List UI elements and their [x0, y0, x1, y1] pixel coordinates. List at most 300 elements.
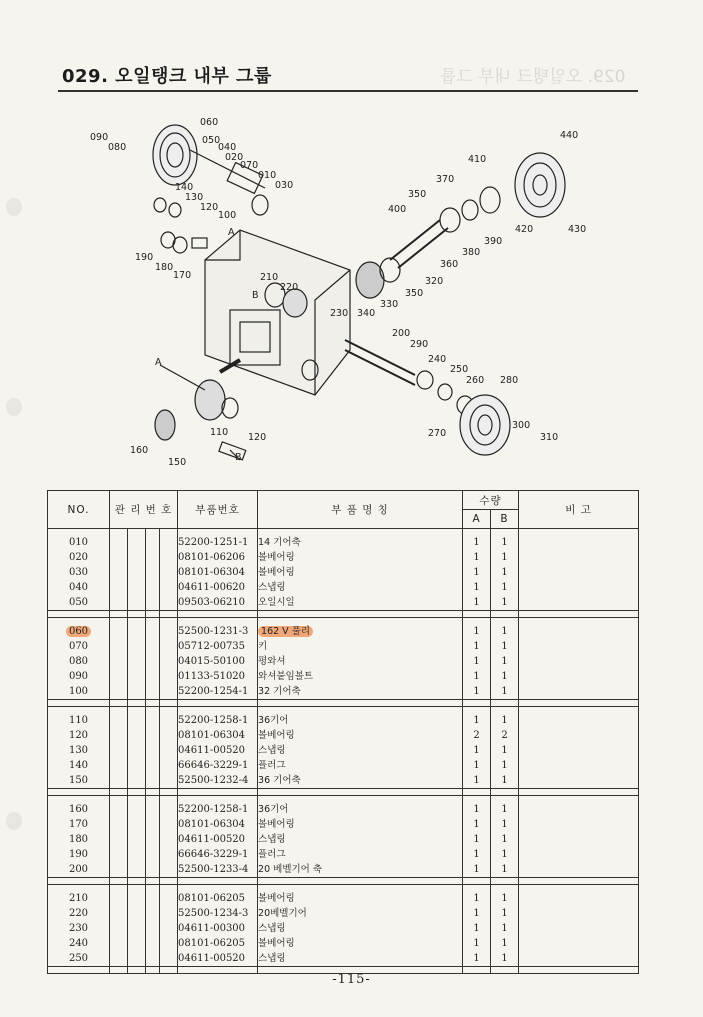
mgmt-cell: [160, 550, 178, 565]
mgmt-cell: [128, 713, 146, 728]
svg-text:080: 080: [108, 142, 127, 153]
part-name: 키: [258, 639, 463, 654]
qty-a: 1: [463, 684, 491, 700]
remarks-cell: [519, 891, 639, 906]
mgmt-cell: [110, 535, 128, 550]
mgmt-cell: [160, 802, 178, 817]
row-no: 190: [48, 847, 110, 862]
mgmt-cell: [110, 624, 128, 639]
mgmt-cell: [110, 565, 128, 580]
part-name: 14 기어축: [258, 535, 463, 550]
qty-b: 1: [491, 802, 519, 817]
part-number: 08101-06205: [178, 936, 258, 951]
part-number: 09503-06210: [178, 595, 258, 611]
mgmt-cell: [146, 951, 160, 967]
qty-b: 1: [491, 817, 519, 832]
row-no: 220: [48, 906, 110, 921]
part-number: 52200-1258-1: [178, 802, 258, 817]
svg-text:030: 030: [275, 180, 294, 191]
part-name: 볼베어링: [258, 936, 463, 951]
part-name: 20베벨기어: [258, 906, 463, 921]
mgmt-cell: [110, 906, 128, 921]
part-name: 볼베어링: [258, 565, 463, 580]
mgmt-cell: [110, 580, 128, 595]
mgmt-cell: [110, 743, 128, 758]
qty-b: 1: [491, 832, 519, 847]
svg-text:100: 100: [218, 210, 237, 221]
qty-a: 1: [463, 906, 491, 921]
row-no: 200: [48, 862, 110, 878]
mgmt-cell: [110, 728, 128, 743]
mgmt-cell: [110, 758, 128, 773]
header-remarks: 비 고: [519, 491, 639, 529]
table-row: [48, 550, 639, 565]
svg-text:360: 360: [440, 259, 459, 270]
svg-text:350: 350: [408, 189, 427, 200]
row-no: 130: [48, 743, 110, 758]
mgmt-cell: [160, 936, 178, 951]
part-number: 04611-00520: [178, 951, 258, 967]
qty-a: 1: [463, 713, 491, 728]
mgmt-cell: [160, 580, 178, 595]
svg-text:260: 260: [466, 375, 485, 386]
mgmt-cell: [110, 847, 128, 862]
remarks-cell: [519, 595, 639, 611]
part-name: [258, 624, 463, 639]
svg-text:090: 090: [90, 132, 109, 143]
qty-a: 1: [463, 832, 491, 847]
row-no: 050: [48, 595, 110, 611]
mgmt-cell: [128, 639, 146, 654]
mgmt-cell: [146, 595, 160, 611]
mgmt-cell: [146, 847, 160, 862]
qty-b: 1: [491, 891, 519, 906]
mgmt-cell: [160, 639, 178, 654]
part-name: 36기어: [258, 802, 463, 817]
mgmt-cell: [128, 802, 146, 817]
part-name: 36 기어축: [258, 773, 463, 789]
qty-b: 1: [491, 847, 519, 862]
svg-text:440: 440: [560, 130, 579, 141]
part-name: 볼베어링: [258, 891, 463, 906]
qty-a: 1: [463, 847, 491, 862]
part-name: 볼베어링: [258, 817, 463, 832]
qty-a: 1: [463, 936, 491, 951]
svg-text:410: 410: [468, 154, 487, 165]
header-part-name: 부 품 명 칭: [258, 491, 463, 529]
group-spacer: [48, 789, 639, 796]
mgmt-cell: [160, 669, 178, 684]
remarks-cell: [519, 847, 639, 862]
qty-b: 1: [491, 951, 519, 967]
qty-a: 1: [463, 758, 491, 773]
qty-b: 1: [491, 713, 519, 728]
row-no: 210: [48, 891, 110, 906]
mgmt-cell: [146, 550, 160, 565]
svg-text:050: 050: [202, 135, 221, 146]
svg-text:150: 150: [168, 457, 187, 468]
mgmt-cell: [128, 550, 146, 565]
group-spacer: [48, 700, 639, 707]
remarks-cell: [519, 669, 639, 684]
mgmt-cell: [128, 817, 146, 832]
svg-text:310: 310: [540, 432, 559, 443]
mgmt-cell: [160, 773, 178, 789]
bleed-through-title: 029. 오일탱크 내부 그룹: [440, 67, 626, 87]
mgmt-cell: [110, 684, 128, 700]
mgmt-cell: [146, 654, 160, 669]
mgmt-cell: [110, 832, 128, 847]
parts-table-wrapper: [47, 490, 638, 964]
part-number: 08101-06206: [178, 550, 258, 565]
row-no: 160: [48, 802, 110, 817]
qty-a: 1: [463, 862, 491, 878]
mgmt-cell: [128, 936, 146, 951]
part-name: 와셔붙임볼트: [258, 669, 463, 684]
svg-text:220: 220: [280, 282, 299, 293]
mgmt-cell: [128, 862, 146, 878]
svg-text:270: 270: [428, 428, 447, 439]
table-row: [48, 891, 639, 906]
part-number: 52500-1231-3: [178, 624, 258, 639]
row-no: [48, 624, 110, 639]
qty-a: 1: [463, 535, 491, 550]
svg-text:250: 250: [450, 364, 469, 375]
qty-b: 1: [491, 921, 519, 936]
mgmt-cell: [128, 832, 146, 847]
qty-b: 1: [491, 624, 519, 639]
mgmt-cell: [146, 639, 160, 654]
remarks-cell: [519, 580, 639, 595]
svg-text:130: 130: [185, 192, 204, 203]
table-row: [48, 743, 639, 758]
row-no: 110: [48, 713, 110, 728]
part-name: 스냅링: [258, 921, 463, 936]
mgmt-cell: [128, 669, 146, 684]
part-number: 04015-50100: [178, 654, 258, 669]
svg-text:020: 020: [225, 152, 244, 163]
row-no: 180: [48, 832, 110, 847]
remarks-cell: [519, 832, 639, 847]
part-number: 52500-1233-4: [178, 862, 258, 878]
table-row: [48, 624, 639, 639]
table-row: [48, 921, 639, 936]
qty-b: 1: [491, 862, 519, 878]
mgmt-cell: [128, 535, 146, 550]
qty-b: 1: [491, 654, 519, 669]
group-spacer: [48, 611, 639, 618]
qty-b: 1: [491, 758, 519, 773]
mgmt-cell: [160, 906, 178, 921]
remarks-cell: [519, 817, 639, 832]
table-row: [48, 847, 639, 862]
qty-b: 1: [491, 580, 519, 595]
part-number: 52500-1232-4: [178, 773, 258, 789]
qty-b: 1: [491, 669, 519, 684]
part-number: 08101-06304: [178, 728, 258, 743]
mgmt-cell: [160, 891, 178, 906]
mgmt-cell: [110, 713, 128, 728]
part-name: 스냅링: [258, 951, 463, 967]
mgmt-cell: [160, 684, 178, 700]
mgmt-cell: [160, 832, 178, 847]
mgmt-cell: [160, 565, 178, 580]
svg-text:190: 190: [135, 252, 154, 263]
table-row: [48, 906, 639, 921]
remarks-cell: [519, 802, 639, 817]
mgmt-cell: [128, 565, 146, 580]
table-row: [48, 936, 639, 951]
mgmt-cell: [128, 891, 146, 906]
mgmt-cell: [128, 580, 146, 595]
svg-text:A: A: [228, 227, 235, 238]
mgmt-cell: [128, 743, 146, 758]
qty-a: 1: [463, 624, 491, 639]
part-name: 32 기어축: [258, 684, 463, 700]
mgmt-cell: [146, 713, 160, 728]
qty-a: 1: [463, 817, 491, 832]
qty-b: 1: [491, 743, 519, 758]
qty-a: 1: [463, 743, 491, 758]
header-no: NO.: [48, 491, 110, 529]
part-number: 08101-06304: [178, 817, 258, 832]
part-number: 52200-1258-1: [178, 713, 258, 728]
part-number: 04611-00520: [178, 743, 258, 758]
header-part-no: 부품번호: [178, 491, 258, 529]
remarks-cell: [519, 565, 639, 580]
mgmt-cell: [146, 921, 160, 936]
parts-table-body: [48, 529, 639, 974]
mgmt-cell: [128, 847, 146, 862]
svg-text:200: 200: [392, 328, 411, 339]
svg-text:210: 210: [260, 272, 279, 283]
part-name: 평와셔: [258, 654, 463, 669]
qty-a: 1: [463, 565, 491, 580]
row-no: 070: [48, 639, 110, 654]
header-qty-a: A: [463, 510, 491, 529]
mgmt-cell: [110, 639, 128, 654]
svg-text:180: 180: [155, 262, 174, 273]
mgmt-cell: [110, 817, 128, 832]
svg-text:280: 280: [500, 375, 519, 386]
part-name: 스냅링: [258, 580, 463, 595]
mgmt-cell: [160, 743, 178, 758]
table-row: [48, 669, 639, 684]
remarks-cell: [519, 654, 639, 669]
qty-b: 1: [491, 684, 519, 700]
qty-b: 1: [491, 535, 519, 550]
svg-text:330: 330: [380, 299, 399, 310]
table-row: [48, 654, 639, 669]
table-row: [48, 951, 639, 967]
row-no: 090: [48, 669, 110, 684]
table-row: [48, 817, 639, 832]
title-rule: [58, 90, 638, 92]
qty-b: 1: [491, 936, 519, 951]
table-row: [48, 862, 639, 878]
qty-b: 1: [491, 773, 519, 789]
qty-a: 1: [463, 669, 491, 684]
remarks-cell: [519, 758, 639, 773]
part-name: 플러그: [258, 847, 463, 862]
remarks-cell: [519, 535, 639, 550]
mgmt-cell: [128, 921, 146, 936]
table-row: [48, 802, 639, 817]
part-number: 08101-06205: [178, 891, 258, 906]
svg-text:140: 140: [175, 182, 194, 193]
table-row: [48, 758, 639, 773]
row-no: 010: [48, 535, 110, 550]
part-number: 52200-1254-1: [178, 684, 258, 700]
mgmt-cell: [128, 773, 146, 789]
header-mgmt-no: 관 리 번 호: [110, 491, 178, 529]
svg-text:060: 060: [200, 117, 219, 128]
row-no: 020: [48, 550, 110, 565]
part-name: 볼베어링: [258, 728, 463, 743]
mgmt-cell: [110, 862, 128, 878]
mgmt-cell: [110, 936, 128, 951]
highlight-mark: 060: [66, 626, 91, 637]
mgmt-cell: [160, 758, 178, 773]
group-spacer: [48, 878, 639, 885]
qty-a: 2: [463, 728, 491, 743]
svg-text:320: 320: [425, 276, 444, 287]
mgmt-cell: [128, 624, 146, 639]
svg-text:A: A: [155, 357, 162, 368]
mgmt-cell: [160, 624, 178, 639]
svg-text:B: B: [235, 452, 242, 463]
mgmt-cell: [128, 728, 146, 743]
mgmt-cell: [128, 758, 146, 773]
mgmt-cell: [160, 862, 178, 878]
svg-text:B: B: [252, 290, 259, 301]
qty-b: 2: [491, 728, 519, 743]
part-number: 08101-06304: [178, 565, 258, 580]
mgmt-cell: [146, 758, 160, 773]
svg-text:420: 420: [515, 224, 534, 235]
part-number: 66646-3229-1: [178, 847, 258, 862]
table-row: [48, 595, 639, 611]
mgmt-cell: [146, 906, 160, 921]
mgmt-cell: [110, 921, 128, 936]
remarks-cell: [519, 936, 639, 951]
row-no: 170: [48, 817, 110, 832]
row-no: 150: [48, 773, 110, 789]
qty-a: 1: [463, 951, 491, 967]
page-number: -115-: [332, 972, 371, 987]
header-qty-b: B: [491, 510, 519, 529]
qty-a: 1: [463, 639, 491, 654]
mgmt-cell: [110, 669, 128, 684]
part-name: 플러그: [258, 758, 463, 773]
mgmt-cell: [128, 684, 146, 700]
table-row: [48, 773, 639, 789]
highlight-mark: 162 V 풀리: [258, 626, 313, 637]
mgmt-cell: [146, 817, 160, 832]
part-number: 04611-00300: [178, 921, 258, 936]
mgmt-cell: [146, 802, 160, 817]
svg-text:390: 390: [484, 236, 503, 247]
mgmt-cell: [160, 535, 178, 550]
remarks-cell: [519, 921, 639, 936]
remarks-cell: [519, 684, 639, 700]
part-number: 01133-51020: [178, 669, 258, 684]
qty-b: 1: [491, 639, 519, 654]
exploded-parts-diagram: [80, 110, 620, 480]
qty-b: 1: [491, 906, 519, 921]
mgmt-cell: [128, 906, 146, 921]
part-number: 04611-00620: [178, 580, 258, 595]
mgmt-cell: [146, 773, 160, 789]
mgmt-cell: [160, 921, 178, 936]
row-no: 080: [48, 654, 110, 669]
svg-text:120: 120: [200, 202, 219, 213]
mgmt-cell: [128, 951, 146, 967]
mgmt-cell: [146, 891, 160, 906]
part-name: 오일시일: [258, 595, 463, 611]
qty-b: 1: [491, 565, 519, 580]
qty-a: 1: [463, 580, 491, 595]
mgmt-cell: [146, 669, 160, 684]
remarks-cell: [519, 862, 639, 878]
svg-text:430: 430: [568, 224, 587, 235]
remarks-cell: [519, 639, 639, 654]
svg-text:160: 160: [130, 445, 149, 456]
mgmt-cell: [160, 595, 178, 611]
qty-a: 1: [463, 802, 491, 817]
svg-text:230: 230: [330, 308, 349, 319]
remarks-cell: [519, 728, 639, 743]
remarks-cell: [519, 550, 639, 565]
part-number: 04611-00520: [178, 832, 258, 847]
svg-text:350: 350: [405, 288, 424, 299]
qty-a: 1: [463, 595, 491, 611]
svg-text:070: 070: [240, 160, 259, 171]
punch-hole: [6, 812, 22, 830]
mgmt-cell: [160, 817, 178, 832]
header-qty: 수량: [463, 491, 519, 510]
mgmt-cell: [146, 580, 160, 595]
svg-text:010: 010: [258, 170, 277, 181]
svg-text:370: 370: [436, 174, 455, 185]
table-row: [48, 535, 639, 550]
svg-text:300: 300: [512, 420, 531, 431]
parts-table: [47, 490, 639, 974]
row-no: 140: [48, 758, 110, 773]
page-title: 029. 오일탱크 내부 그룹: [62, 66, 272, 87]
mgmt-cell: [146, 684, 160, 700]
remarks-cell: [519, 713, 639, 728]
table-row: [48, 684, 639, 700]
svg-text:040: 040: [218, 142, 237, 153]
part-name: 36기어: [258, 713, 463, 728]
mgmt-cell: [110, 550, 128, 565]
mgmt-cell: [146, 565, 160, 580]
mgmt-cell: [110, 595, 128, 611]
qty-a: 1: [463, 654, 491, 669]
part-number: 52200-1251-1: [178, 535, 258, 550]
mgmt-cell: [146, 535, 160, 550]
mgmt-cell: [110, 802, 128, 817]
table-row: [48, 728, 639, 743]
svg-text:240: 240: [428, 354, 447, 365]
remarks-cell: [519, 773, 639, 789]
row-no: 240: [48, 936, 110, 951]
row-no: 120: [48, 728, 110, 743]
table-row: [48, 565, 639, 580]
remarks-cell: [519, 906, 639, 921]
mgmt-cell: [146, 862, 160, 878]
